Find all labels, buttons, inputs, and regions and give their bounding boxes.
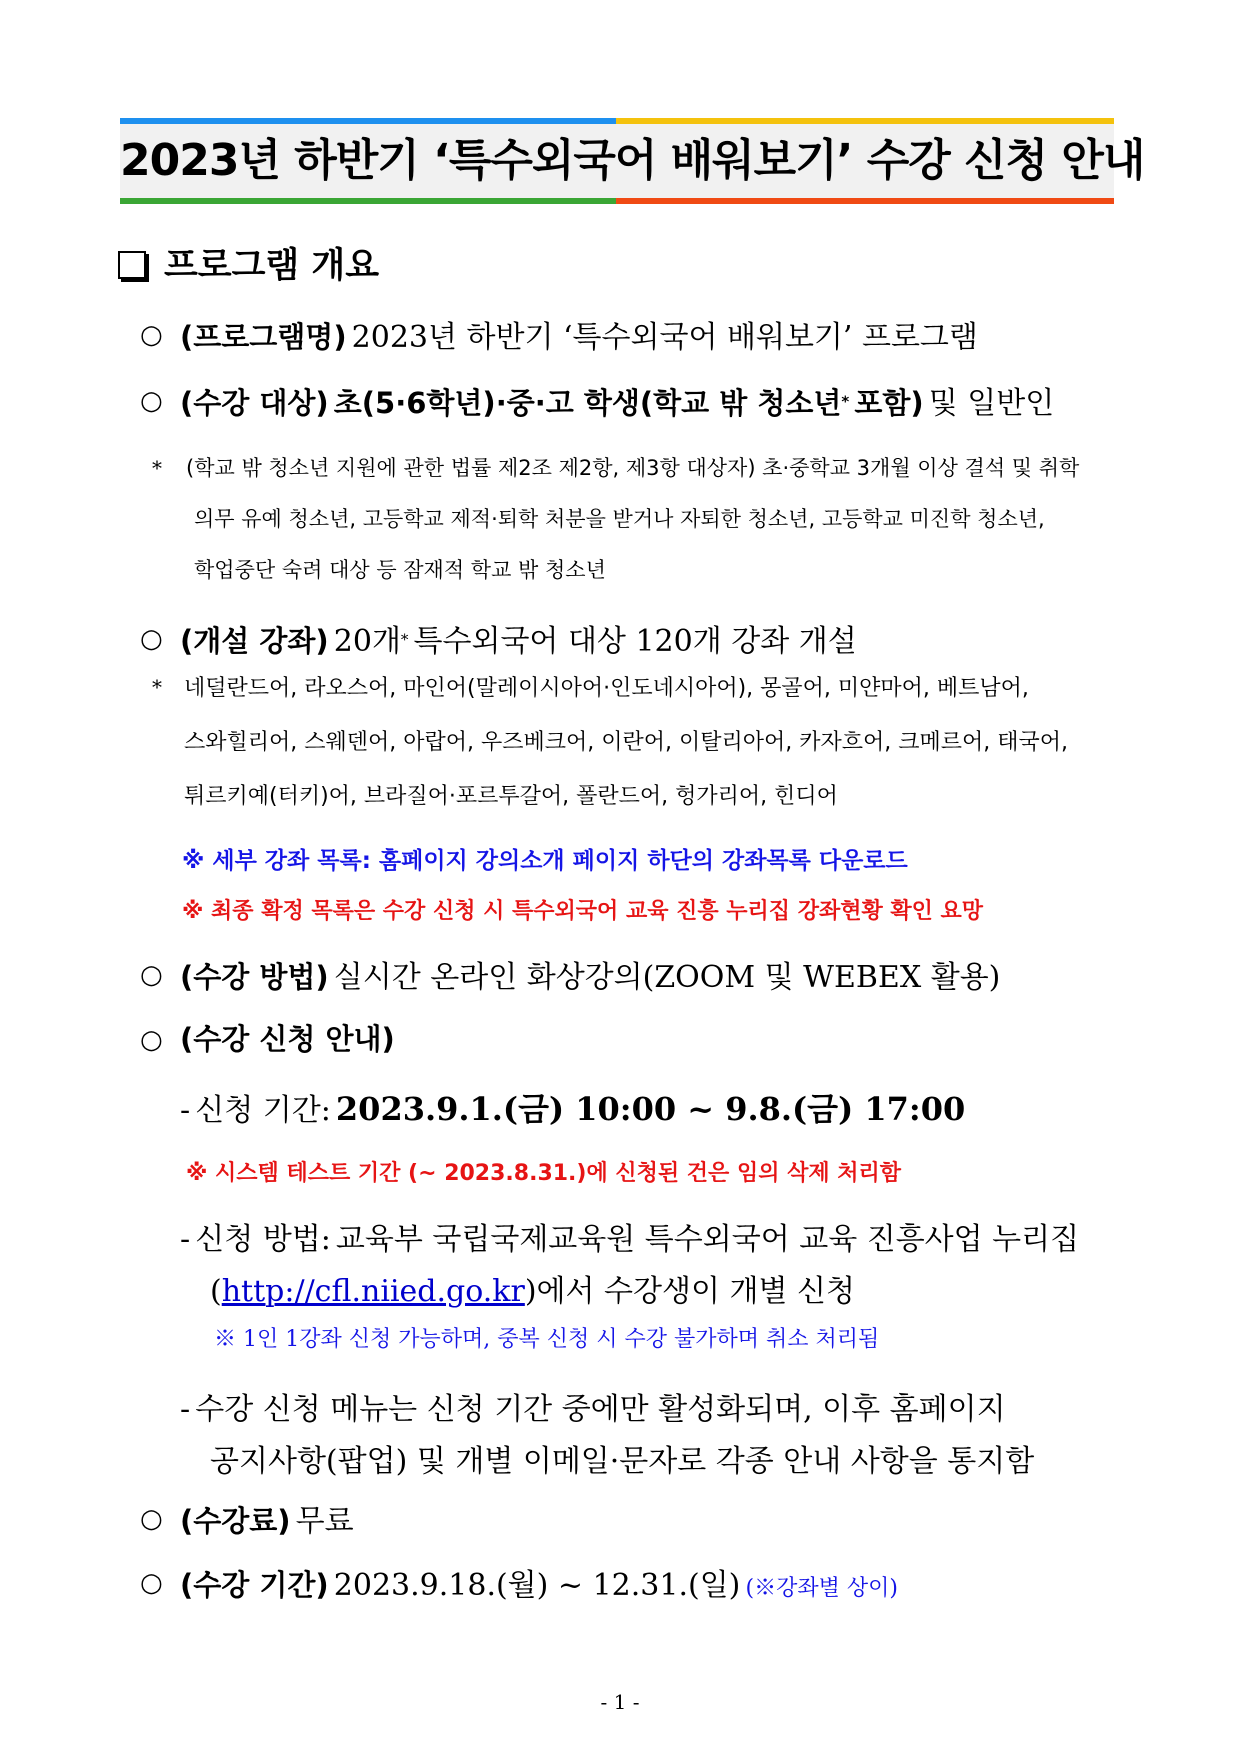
courses-line bbox=[180, 616, 857, 660]
bullet-icon: ○ bbox=[140, 1504, 163, 1534]
courses-label: (개설 강좌) bbox=[180, 624, 329, 658]
target-label: (수강 대상) bbox=[180, 386, 329, 420]
target-footnote-mark: * bbox=[841, 392, 850, 411]
courses-footnote-mark: * bbox=[400, 630, 409, 649]
apply-period-value: 2023.9.1.(금) 10:00 ~ 9.8.(금) 17:00 bbox=[335, 1090, 966, 1128]
apply-menu-text-1: 수강 신청 메뉴는 신청 기간 중에만 활성화되며, 이후 홈페이지 bbox=[195, 1392, 1006, 1427]
footnote-star: * bbox=[152, 456, 162, 480]
title-bar-bottom-right bbox=[616, 198, 1114, 204]
fee-text: 무료 bbox=[295, 1504, 354, 1539]
test-period-notice: ※ 시스템 테스트 기간 (~ 2023.8.31.)에 신청된 건은 임의 삭제 처리함 bbox=[186, 1161, 902, 1186]
apply-method-text-2: 에서 수강생이 개별 신청 bbox=[536, 1274, 855, 1309]
apply-method-line bbox=[180, 1214, 1079, 1258]
method-text: 실시간 온라인 화상강의(ZOOM 및 WEBEX 활용) bbox=[333, 960, 1001, 995]
fee-label: (수강료) bbox=[180, 1504, 291, 1538]
method-label: (수강 방법) bbox=[180, 960, 329, 994]
duration-line bbox=[180, 1560, 898, 1604]
apply-period-line bbox=[180, 1084, 965, 1130]
course-list-notice: ※ 세부 강좌 목록: 홈페이지 강의소개 페이지 하단의 강좌목록 다운로드 bbox=[182, 848, 908, 874]
target-line bbox=[180, 378, 1054, 422]
method-line bbox=[180, 952, 1000, 996]
bullet-icon: ○ bbox=[140, 960, 163, 990]
bullet-icon: ○ bbox=[140, 1025, 163, 1055]
dash-icon: - bbox=[180, 1093, 191, 1128]
one-course-notice: ※ 1인 1강좌 신청 가능하며, 중복 신청 시 수강 불가하며 취소 처리됨 bbox=[214, 1327, 880, 1352]
program-name-line bbox=[180, 312, 978, 356]
apply-label: (수강 신청 안내) bbox=[180, 1022, 395, 1056]
bullet-icon: ○ bbox=[140, 386, 163, 416]
apply-method-text: 교육부 국립국제교육원 특수외국어 교육 진흥사업 누리집 bbox=[335, 1222, 1080, 1257]
duration-label: (수강 기간) bbox=[180, 1568, 329, 1602]
target-text-rest: 및 일반인 bbox=[928, 386, 1055, 421]
checkbox-square-icon bbox=[118, 251, 146, 279]
duration-note: (※강좌별 상이) bbox=[745, 1576, 898, 1601]
target-text-bold-b: 포함) bbox=[854, 386, 924, 420]
target-text-bold: 초(5·6학년)·중·고 학생(학교 밖 청소년 bbox=[333, 386, 842, 420]
apply-url-line: (http://cfl.niied.go.kr)에서 수강생이 개별 신청 bbox=[210, 1274, 855, 1309]
languages-line-3: 튀르키예(터키)어, 브라질어·포르투갈어, 폴란드어, 헝가리어, 힌디어 bbox=[184, 784, 838, 809]
courses-text: 특수외국어 대상 120개 강좌 개설 bbox=[413, 624, 857, 659]
apply-menu-text-2: 공지사항(팝업) 및 개별 이메일·문자로 각종 안내 사항을 통지함 bbox=[210, 1444, 1035, 1479]
dash-icon: - bbox=[180, 1222, 191, 1257]
target-footnote-1: (학교 밖 청소년 지원에 관한 법률 제2조 제2항, 제3항 대상자) 초·중학교 3개월 이상 결석 및 취학 bbox=[186, 456, 1080, 480]
page-title: 2023년 하반기 ‘특수외국어 배워보기’ 수강 신청 안내 bbox=[120, 135, 1145, 186]
languages-line-2: 스와힐리어, 스웨덴어, 아랍어, 우즈베크어, 이란어, 이탈리아어, 카자흐어, 크메르어, 태국어, bbox=[184, 730, 1068, 755]
languages-line-1: 네덜란드어, 라오스어, 마인어(말레이시아어·인도네시아어), 몽골어, 미얀마어, 베트남어, bbox=[184, 676, 1029, 701]
apply-menu-line-1 bbox=[180, 1384, 1006, 1428]
target-footnote-2: 의무 유예 청소년, 고등학교 제적·퇴학 처분을 받거나 자퇴한 청소년, 고등학교 미진학 청소년, bbox=[194, 507, 1045, 531]
program-name-label: (프로그램명) bbox=[180, 320, 347, 354]
nuri-site-link[interactable]: http://cfl.niied.go.kr bbox=[221, 1274, 525, 1309]
footnote-star: * bbox=[152, 675, 162, 699]
target-footnote-3: 학업중단 숙려 대상 등 잠재적 학교 밖 청소년 bbox=[194, 558, 606, 582]
apply-period-label: 신청 기간: bbox=[195, 1093, 331, 1128]
bullet-icon: ○ bbox=[140, 320, 163, 350]
duration-text: 2023.9.18.(월) ~ 12.31.(일) bbox=[333, 1568, 741, 1603]
final-list-notice: ※ 최종 확정 목록은 수강 신청 시 특수외국어 교육 진흥 누리집 강좌현황 확인 요망 bbox=[182, 899, 984, 924]
dash-icon: - bbox=[180, 1392, 191, 1427]
program-name-text: 2023년 하반기 ‘특수외국어 배워보기’ 프로그램 bbox=[351, 320, 978, 355]
bullet-icon: ○ bbox=[140, 1568, 163, 1598]
section-heading bbox=[118, 238, 379, 288]
page-number: - 1 - bbox=[600, 1690, 640, 1714]
title-bar-bottom-left bbox=[120, 198, 616, 204]
section-title: 프로그램 개요 bbox=[164, 246, 380, 286]
apply-line bbox=[180, 1017, 395, 1058]
courses-count: 20개 bbox=[333, 624, 401, 659]
apply-method-label: 신청 방법: bbox=[195, 1222, 331, 1257]
fee-line bbox=[180, 1496, 354, 1540]
bullet-icon: ○ bbox=[140, 624, 163, 654]
